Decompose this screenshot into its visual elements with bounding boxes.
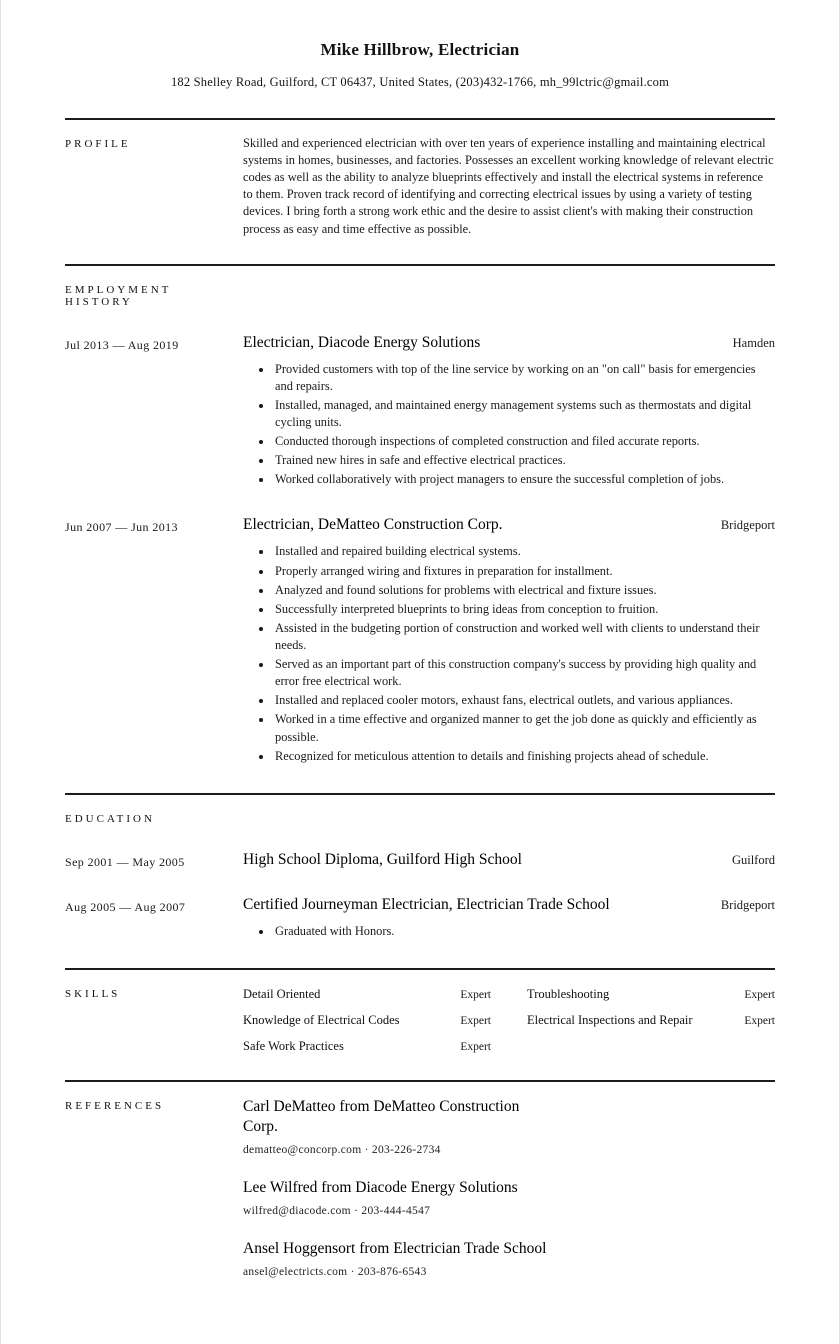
bullet-item: • Recognized for meticulous attention to details and finishing projects ahead of schedule. — [273, 748, 775, 765]
reference-name: Carl DeMatteo from DeMatteo Construction Corp. — [243, 1097, 520, 1135]
skill-name: Electrical Inspections and Repair — [527, 1012, 693, 1027]
contact-line: 182 Shelley Road, Guilford, CT 06437, United States, (203)432-1766, mh_99lctric@gmail.com — [170, 75, 670, 89]
skill-name: Knowledge of Electrical Codes — [243, 1012, 400, 1027]
education-location: Guilford — [731, 852, 775, 867]
skill-name: Detail Oriented — [243, 986, 321, 1001]
skill-level: Expert — [460, 988, 491, 1001]
bullet-item: • Conducted thorough inspections of completed construction and filed accurate reports. — [273, 433, 775, 450]
bullet-item: • Provided customers with top of the line service by working on an "on call" basis for emergencies and repairs. — [273, 361, 775, 395]
skill-level: Expert — [744, 988, 775, 1001]
skill-name: Safe Work Practices — [243, 1038, 344, 1053]
bullet-item: • Properly arranged wiring and fixtures in preparation for installment. — [273, 563, 775, 580]
education-dates: Sep 2001 — May 2005 — [65, 854, 185, 869]
bullet-item: • Successfully interpreted blueprints to bring ideas from conception to fruition. — [273, 601, 775, 618]
section-profile — [65, 118, 775, 264]
job-entry — [65, 334, 775, 491]
education-entry — [65, 896, 775, 942]
bullet-item: • Assisted in the budgeting portion of construction and worked well with clients to understand their needs. — [273, 620, 775, 654]
bullet-item: • Worked collaboratively with project managers to ensure the successful completion of jobs. — [273, 471, 775, 488]
skill-item — [527, 1013, 775, 1028]
education-title: Certified Journeyman Electrician, Electrician Trade School — [243, 895, 610, 913]
reference-item — [243, 1097, 775, 1156]
section-references — [65, 1080, 775, 1305]
section-label-profile: PROFILE — [65, 138, 131, 150]
skill-level: Expert — [460, 1040, 491, 1053]
education-location: Bridgeport — [720, 897, 775, 912]
job-title: Electrician, Diacode Energy Solutions — [243, 333, 481, 351]
skill-item — [243, 987, 491, 1002]
skill-item — [243, 1039, 491, 1054]
bullet-item: • Worked in a time effective and organized manner to get the job done as quickly and efficiently as possible. — [273, 711, 775, 745]
bullet-item: • Analyzed and found solutions for problems with electrical and fixture issues. — [273, 582, 775, 599]
education-title: High School Diploma, Guilford High School — [243, 850, 522, 868]
bullet-item: • Graduated with Honors. — [273, 923, 775, 940]
section-employment-history — [65, 264, 775, 793]
section-education — [65, 793, 775, 968]
job-title: Electrician, DeMatteo Construction Corp. — [243, 516, 503, 534]
section-label-education: EDUCATION — [65, 812, 155, 825]
job-entry — [65, 516, 775, 766]
section-label-references: REFERENCES — [65, 1099, 165, 1112]
job-dates: Jul 2013 — Aug 2019 — [65, 337, 179, 352]
job-location: Hamden — [732, 335, 775, 350]
section-skills — [65, 968, 775, 1080]
job-bullet-list — [243, 543, 775, 764]
education-dates: Aug 2005 — Aug 2007 — [65, 899, 186, 914]
reference-name: Lee Wilfred from Diacode Energy Solutions — [243, 1179, 518, 1197]
references-list — [243, 1097, 775, 1279]
skill-level: Expert — [744, 1014, 775, 1027]
bullet-item: • Installed and replaced cooler motors, exhaust fans, electrical outlets, and various appliances. — [273, 692, 775, 709]
reference-contact: dematteo@concorp.com · 203-226-2734 — [243, 1144, 441, 1157]
bullet-item: • Trained new hires in safe and effective electrical practices. — [273, 452, 775, 469]
skills-grid — [243, 985, 775, 1054]
education-entry — [65, 851, 775, 870]
skill-name: Troubleshooting — [527, 986, 610, 1001]
section-label-skills: SKILLS — [65, 987, 121, 1000]
section-label-employment: EMPLOYMENT HISTORY — [65, 283, 172, 308]
profile-text: Skilled and experienced electrician with over ten years of experience installing and maintaining electrical systems in homes, businesses, and factories. Possesses an excellent working knowledge of relevant electric codes as well as the ability to analyze blueprints effectively and install the electrical systems in reference to them. Proven track record of identifying and correcting electrical issues by using a variety of testing devices. I bring forth a strong work ethic and the desire to assist client's with making their construction process as easy and time effective as possible. — [243, 136, 774, 236]
skill-level: Expert — [460, 1014, 491, 1027]
education-bullet-list — [243, 923, 775, 940]
reference-contact: ansel@electricts.com · 203-876-6543 — [243, 1266, 427, 1279]
skill-item — [527, 987, 775, 1002]
skill-item — [243, 1013, 491, 1028]
job-dates: Jun 2007 — Jun 2013 — [65, 520, 178, 535]
bullet-item: • Served as an important part of this construction company's success by providing high quality and error free electrical work. — [273, 656, 775, 690]
job-location: Bridgeport — [720, 518, 775, 533]
reference-name: Ansel Hoggensort from Electrician Trade School — [243, 1240, 547, 1258]
reference-item — [243, 1239, 775, 1278]
reference-contact: wilfred@diacode.com · 203-444-4547 — [243, 1205, 431, 1218]
page-title: Mike Hillbrow, Electrician — [320, 40, 520, 59]
bullet-item: • Installed, managed, and maintained energy management systems such as thermostats and digital cycling units. — [273, 397, 775, 431]
bullet-item: • Installed and repaired building electrical systems. — [273, 543, 775, 560]
job-bullet-list — [243, 361, 775, 489]
resume-header — [65, 40, 775, 90]
reference-item — [243, 1178, 775, 1217]
